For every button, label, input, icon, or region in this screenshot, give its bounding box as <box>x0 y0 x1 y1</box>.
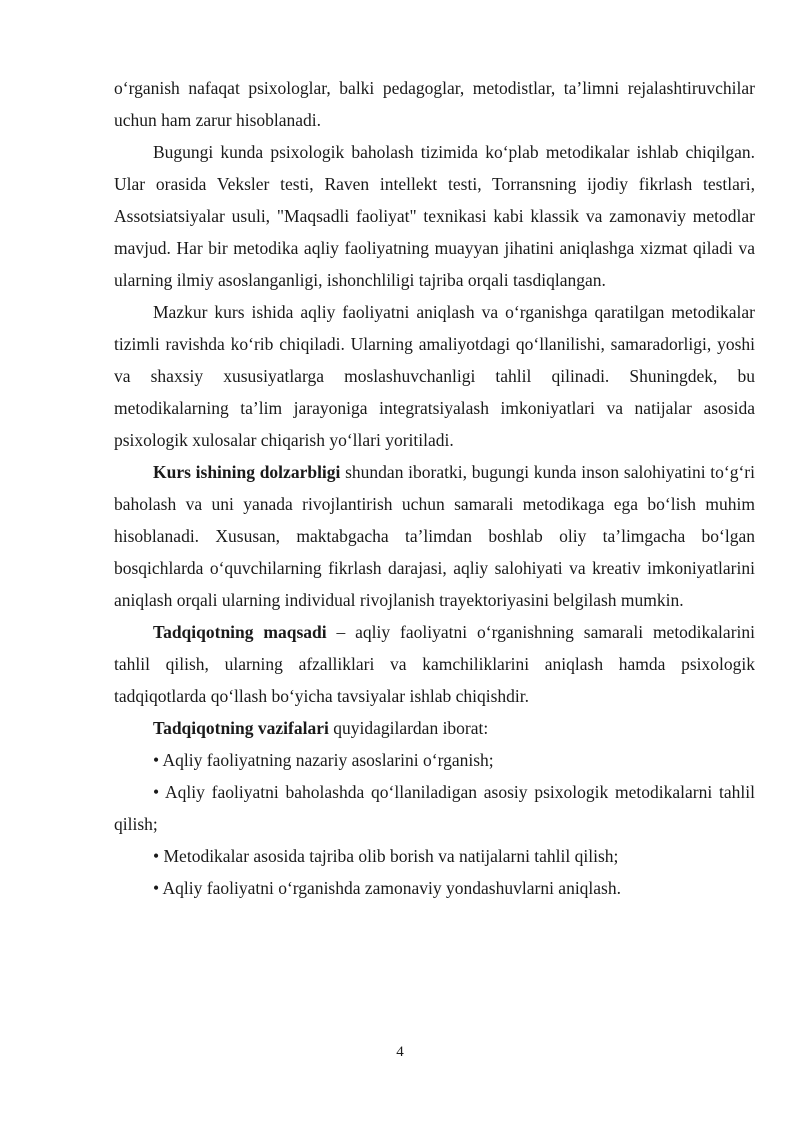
paragraph-course-scope: Mazkur kurs ishida aqliy faoliyatni aniqlash va o‘rganishga qaratilgan metodikalar tizimli ravishda ko‘rib chiqiladi. Ularning amaliyotdagi qo‘llanilishi, samaradorligi, yoshi va shaxsiy xususiyatlarga moslashuvchanligi tahlil qilinadi. Shuningdek, bu metodikalarning ta’lim jarayoniga integratsiyalash imkoniyatlari va natijalar asosida psixologik xulosalar chiqarish yo‘llari yoritiladi. <box>114 302 755 450</box>
relevance-text: shundan iboratki, bugungi kunda inson salohiyatini to‘g‘ri baholash va uni yanada rivojlantirish uchun samarali metodikaga ega bo‘lish muhim hisoblanadi. Xususan, maktabgacha ta’limdan boshlab oliy ta’limgacha bo‘lgan bosqichlarda o‘quvchilarning fikrlash darajasi, aqliy salohiyati va kreativ imkoniyatlarini aniqlash orqali ularning individual rivojlanish trayektoriyasini belgilash mumkin. <box>114 462 755 610</box>
paragraph-relevance <box>114 456 755 616</box>
task-list-item: • Aqliy faoliyatning nazariy asoslarini o‘rganish; <box>153 750 494 770</box>
paragraph-research-goal <box>114 616 755 712</box>
paragraph-continuation: o‘rganish nafaqat psixologlar, balki pedagoglar, metodistlar, ta’limni rejalashtiruvchilar uchun ham zarur hisoblanadi. <box>114 78 755 130</box>
research-tasks-text: quyidagilardan iborat: <box>328 718 489 738</box>
document-page <box>114 72 755 904</box>
research-goal-text: – aqliy faoliyatni o‘rganishning samarali metodikalarini tahlil qilish, ularning afzalliklari va kamchiliklarini aniqlash hamda psixologik tadqiqotlarda qo‘llash bo‘yicha tavsiyalar ishlab chiqishdir. <box>114 622 755 706</box>
task-list-item: • Metodikalar asosida tajriba olib borish va natijalarni tahlil qilish; <box>153 846 619 866</box>
paragraph-methods-overview: Bugungi kunda psixologik baholash tizimida ko‘plab metodikalar ishlab chiqilgan. Ular orasida Veksler testi, Raven intellekt testi, Torransning ijodiy fikrlash testlari, Assotsiatsiyalar usuli, "Maqsadli faoliyat" texnikasi kabi klassik va zamonaviy metodlar mavjud. Har bir metodika aqliy faoliyatning muayyan jihatini aniqlashga xizmat qiladi va ularning ilmiy asoslanganligi, ishonchliligi tajriba orqali tasdiqlangan. <box>114 142 755 290</box>
research-goal-heading: Tadqiqotning maqsadi <box>153 622 327 642</box>
relevance-heading: Kurs ishining dolzarbligi <box>153 462 341 482</box>
research-tasks-heading: Tadqiqotning vazifalari <box>153 718 329 738</box>
page-number: 4 <box>396 1044 404 1060</box>
paragraph-research-tasks <box>114 712 755 744</box>
task-list-item: • Aqliy faoliyatni o‘rganishda zamonaviy yondashuvlarni aniqlash. <box>153 878 621 898</box>
task-list-item: • Aqliy faoliyatni baholashda qo‘llaniladigan asosiy psixologik metodikalarni tahlil qilish; <box>114 782 755 834</box>
